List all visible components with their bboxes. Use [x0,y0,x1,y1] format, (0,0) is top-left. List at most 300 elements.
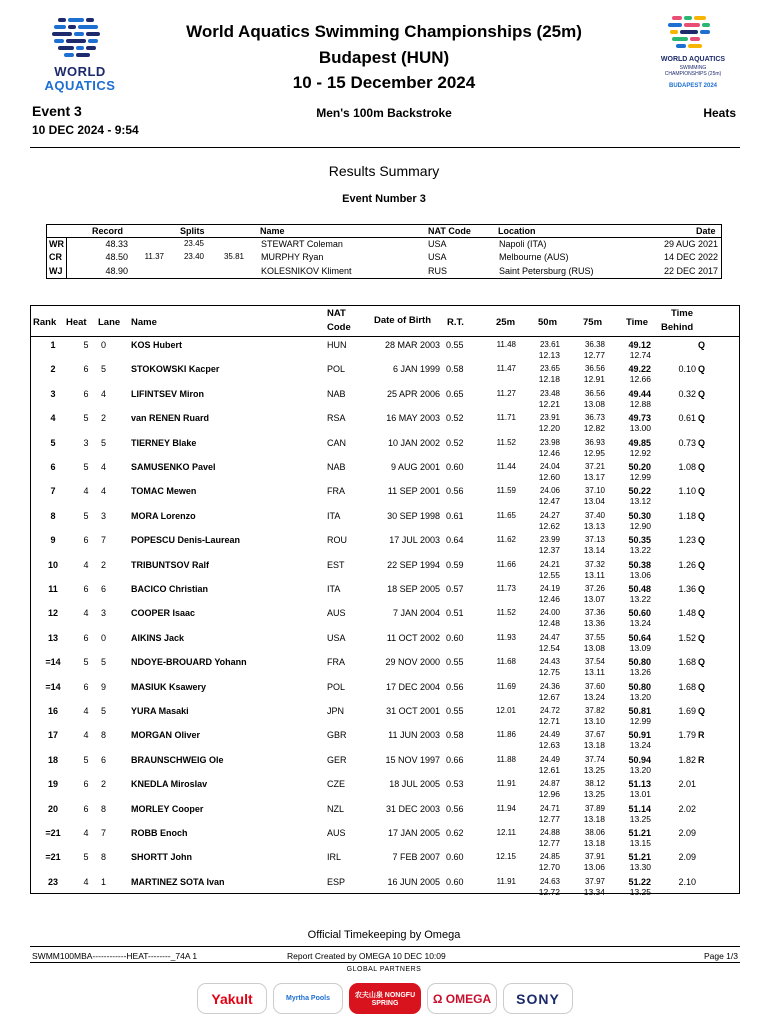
lane-cell: 5 [100,657,106,668]
split-50-cell: 24.36 [539,681,560,691]
sponsor-omega [427,983,497,1014]
footer-divider-bottom [30,962,740,963]
split-50-cell: 23.91 [539,413,560,423]
split-50-cell: 24.88 [539,828,560,837]
results-summary-title: Results Summary [328,163,440,179]
time-behind-cell: 1.10 [678,486,696,497]
heat-cell: 5 [83,510,89,521]
table-row [30,849,740,873]
dob-cell: 15 NOV 1997 [385,754,440,765]
rt-cell: 0.53 [446,779,464,790]
time-cell: 50.30 [628,510,651,521]
lane-cell: 5 [100,437,106,448]
sponsor-myrtha-label: Myrtha Pools [286,995,330,1002]
lane-cell: 5 [100,706,106,716]
diff-100-cell: 13.20 [629,764,651,775]
name-cell: MARTINEZ SOTA Ivan [131,876,225,887]
time-behind-cell: 1.48 [678,608,696,619]
event-number-label: Event Number 3 [342,193,426,205]
dob-cell: 16 MAY 2003 [386,413,440,424]
rt-cell: 0.55 [446,340,464,350]
nat-cell: FRA [327,486,345,497]
time-cell: 50.64 [628,632,651,643]
rt-cell: 0.58 [446,730,464,741]
qualification-cell: Q [698,632,706,643]
diff-75-cell: 13.17 [583,472,605,482]
diff-50-cell: 12.77 [538,813,560,824]
table-row [30,532,740,556]
split-50-cell: 23.99 [539,535,560,545]
diff-75-cell: 12.77 [583,350,605,360]
diff-75-cell: 13.11 [584,569,605,580]
dob-cell: 22 SEP 1994 [387,559,440,570]
rank-cell: 12 [47,608,58,619]
time-cell: 50.20 [628,462,651,472]
split-50-cell: 24.49 [539,754,560,764]
event-logo-line4: BUDAPEST 2024 [668,83,718,89]
heat-cell: 6 [83,364,89,375]
time-cell: 49.12 [628,340,651,350]
rt-cell: 0.56 [446,681,464,692]
split-75-cell: 37.32 [584,559,605,569]
diff-100-cell: 13.25 [629,886,651,897]
time-behind-cell: 1.68 [678,657,696,668]
nat-cell: RSA [327,413,346,424]
heat-cell: 5 [83,340,89,350]
nat-cell: POL [327,681,346,692]
diff-75-cell: 13.11 [584,667,605,678]
nat-cell: NAB [327,388,346,399]
heat-cell: 4 [83,559,89,570]
dob-cell: 17 DEC 2004 [385,681,440,692]
table-row [30,483,740,507]
diff-75-cell: 13.18 [583,740,605,751]
record-time: 48.90 [105,265,128,276]
time-cell: 50.91 [628,730,651,741]
split-50-cell: 24.63 [539,876,560,886]
championship-dates: 10 - 15 December 2024 [292,73,476,92]
header-25m: 25m [496,317,516,328]
heat-cell: 6 [83,535,89,546]
record-date: 29 AUG 2021 [663,239,718,249]
rt-cell: 0.60 [446,632,464,643]
nat-cell: HUN [327,340,347,350]
rt-cell: 0.58 [446,364,464,375]
table-row [30,727,740,751]
diff-100-cell: 13.09 [629,642,651,653]
rank-cell: 16 [47,706,58,716]
table-row [30,825,740,849]
time-behind-cell: 1.23 [678,535,696,546]
diff-100-cell: 12.99 [629,472,651,482]
time-behind-cell: 2.09 [678,828,696,838]
qualification-cell: Q [698,706,706,716]
rt-cell: 0.59 [446,559,464,570]
dob-cell: 16 JUN 2005 [387,876,440,887]
time-cell: 51.21 [628,852,651,863]
heat-cell: 4 [83,730,89,741]
split-25-cell: 11.94 [496,803,516,813]
table-row [30,459,740,483]
split-25-cell: 11.52 [496,437,516,447]
nat-cell: AUS [327,608,346,619]
rt-cell: 0.61 [446,510,464,521]
diff-75-cell: 13.04 [583,496,605,507]
nat-cell: GBR [327,730,347,741]
time-cell: 51.22 [628,876,651,887]
dob-cell: 10 JAN 2002 [387,437,440,448]
split-75-cell: 37.91 [584,852,605,862]
diff-75-cell: 13.06 [583,862,605,873]
table-row [30,630,740,654]
split-75-cell: 37.60 [584,681,605,691]
qualification-cell: Q [698,535,706,546]
rank-cell: =14 [45,681,61,692]
split-25-cell: 11.48 [496,340,516,349]
split-75-cell: 38.12 [584,779,605,789]
diff-75-cell: 12.82 [583,423,605,434]
sponsor-sony-label: SONY [516,990,560,1007]
heat-cell: 4 [83,608,89,619]
event-logo-line3: CHAMPIONSHIPS (25m) [664,71,722,77]
rt-cell: 0.55 [446,657,464,668]
heat-cell: 6 [83,779,89,790]
dob-cell: 11 SEP 2001 [387,486,440,497]
rank-cell: =14 [45,657,61,668]
rt-cell: 0.64 [446,535,464,546]
qualification-cell: Q [698,462,706,472]
split-25-cell: 11.73 [496,584,516,593]
time-cell: 50.80 [628,681,651,692]
lane-cell: 5 [100,364,106,375]
diff-100-cell: 13.25 [629,813,651,824]
nat-cell: ROU [327,535,347,546]
heat-cell: 6 [83,681,89,692]
split-50-cell: 23.65 [539,364,560,374]
heat-cell: 5 [83,852,89,863]
split-50-cell: 24.85 [539,852,560,862]
record-type: CR [49,252,62,263]
rt-cell: 0.62 [446,828,464,838]
diff-75-cell: 12.91 [583,374,605,385]
header-behind-line1: Time [671,308,694,319]
header-heat: Heat [66,317,87,328]
qualification-cell: Q [698,364,706,375]
qualification-cell: Q [698,510,706,521]
split-50-cell: 24.71 [539,803,560,813]
diff-50-cell: 12.61 [538,764,560,775]
time-behind-cell: 1.36 [678,584,696,594]
split-50-cell: 24.19 [539,584,560,593]
event-phase: Heats [703,106,736,120]
split-75-cell: 37.36 [584,608,605,618]
table-row [30,801,740,825]
time-behind-cell: 1.08 [678,462,696,472]
table-row [30,581,740,605]
name-cell: LIFINTSEV Miron [131,388,204,399]
time-cell: 50.35 [628,535,651,546]
diff-50-cell: 12.63 [538,740,560,751]
heat-cell: 4 [83,828,89,838]
split-75-cell: 37.55 [584,632,605,642]
doc-code: SWMM100MBA------------HEAT--------_74A 1 [32,951,198,961]
rank-cell: 23 [47,876,58,887]
diff-50-cell: 12.67 [538,691,560,702]
lane-cell: 3 [100,510,106,521]
name-cell: ROBB Enoch [131,828,188,838]
time-behind-cell: 2.02 [678,803,696,814]
rt-cell: 0.60 [446,876,464,887]
record-type: WR [49,239,64,249]
time-behind-cell: 2.10 [678,876,696,887]
heat-cell: 6 [83,803,89,814]
time-cell: 50.38 [628,559,651,570]
diff-50-cell: 12.18 [538,374,560,385]
dob-cell: 18 JUL 2005 [389,779,440,790]
split-50-cell: 23.48 [539,388,560,398]
diff-75-cell: 13.24 [583,691,605,702]
diff-50-cell: 12.20 [538,423,560,434]
time-cell: 49.44 [628,388,651,399]
table-row [30,435,740,459]
split-75-cell: 38.06 [584,828,605,837]
time-behind-cell: 0.73 [678,437,696,448]
time-cell: 50.81 [628,706,651,716]
sponsor-yakult-label: Yakult [211,990,253,1007]
dob-cell: 25 APR 2006 [386,388,440,399]
record-split-3: 35.81 [223,252,244,262]
time-cell: 51.21 [628,828,651,838]
name-cell: STOKOWSKI Kacper [131,364,220,375]
diff-75-cell: 13.08 [583,642,605,653]
dob-cell: 17 JUL 2003 [389,535,440,546]
split-50-cell: 24.49 [539,730,560,740]
split-50-cell: 24.43 [539,657,560,667]
name-cell: POPESCU Denis-Laurean [131,535,241,546]
diff-75-cell: 13.25 [583,764,605,775]
global-partners-label: GLOBAL PARTNERS [346,966,422,973]
dob-cell: 9 AUG 2001 [390,462,440,472]
rank-cell: 19 [47,779,58,790]
lane-cell: 8 [100,852,106,863]
diff-50-cell: 12.54 [538,642,560,653]
split-75-cell: 37.26 [584,584,605,593]
header-lane: Lane [98,317,121,328]
record-time: 48.50 [105,252,128,263]
time-cell: 50.60 [628,608,651,619]
nat-cell: IRL [327,852,342,863]
qualification-cell: Q [698,388,706,399]
event-name: Men's 100m Backstroke [316,106,452,120]
name-cell: BRAUNSCHWEIG Ole [131,754,224,765]
diff-100-cell: 12.88 [629,398,651,409]
qualification-cell: Q [698,340,706,350]
name-cell: MORA Lorenzo [131,510,196,521]
split-25-cell: 11.91 [496,876,516,886]
rank-cell: 4 [50,413,56,424]
diff-50-cell: 12.77 [538,838,560,848]
org-logo-line2: AQUATICS [44,78,116,93]
split-75-cell: 36.56 [584,388,605,398]
nat-cell: FRA [327,657,345,668]
time-behind-cell: 1.68 [678,681,696,692]
qualification-cell: Q [698,437,706,448]
rank-cell: 5 [50,437,56,448]
diff-100-cell: 12.99 [629,716,651,726]
name-cell: van RENEN Ruard [131,413,210,424]
dob-cell: 29 NOV 2000 [385,657,440,668]
qualification-cell: Q [698,657,706,668]
name-cell: KOS Hubert [131,340,183,350]
diff-100-cell: 12.90 [629,520,651,531]
diff-75-cell: 13.14 [583,545,605,556]
dob-cell: 28 MAR 2003 [384,340,440,350]
qualification-cell: Q [698,681,706,692]
split-75-cell: 36.73 [584,413,605,423]
record-location: Saint Petersburg (RUS) [499,265,594,276]
table-row [30,703,740,727]
time-behind-cell: 2.01 [678,779,696,790]
time-behind-cell: 1.79 [678,730,696,741]
heat-cell: 6 [83,584,89,594]
split-50-cell: 24.00 [539,608,560,618]
diff-100-cell: 13.24 [629,618,651,629]
time-cell: 50.22 [628,486,651,497]
lane-cell: 4 [100,388,106,399]
rank-cell: 10 [47,559,58,570]
qualification-cell: R [698,754,705,765]
diff-50-cell: 12.55 [538,569,560,580]
diff-75-cell: 13.36 [583,618,605,629]
split-25-cell: 11.71 [496,413,516,423]
event-number: Event 3 [32,103,82,119]
lane-cell: 1 [100,876,106,887]
diff-75-cell: 13.10 [583,716,605,726]
split-50-cell: 24.06 [539,486,560,496]
time-behind-cell: 2.09 [678,852,696,863]
time-cell: 51.13 [628,779,651,790]
name-cell: YURA Masaki [131,706,189,716]
split-25-cell: 12.11 [496,828,516,837]
split-75-cell: 37.40 [584,510,605,520]
record-split-1: 11.37 [144,252,164,262]
table-row [30,605,740,629]
heat-cell: 5 [83,413,89,424]
diff-100-cell: 12.74 [629,350,651,360]
diff-75-cell: 13.07 [583,594,605,604]
record-nat: RUS [428,265,448,276]
record-split-2: 23.45 [183,239,204,248]
diff-75-cell: 13.25 [583,789,605,800]
heat-cell: 4 [83,706,89,716]
rt-cell: 0.52 [446,413,464,424]
diff-100-cell: 12.92 [629,447,651,458]
dob-cell: 11 OCT 2002 [386,632,440,643]
nat-cell: ITA [327,584,341,594]
sponsor-yakult [197,983,267,1014]
time-behind-cell: 0.10 [678,364,696,375]
lane-cell: 0 [100,632,106,643]
split-75-cell: 37.97 [584,876,605,886]
rank-cell: 11 [48,584,58,594]
record-time: 48.33 [105,239,128,249]
sponsor-myrtha [273,983,343,1014]
lane-cell: 0 [100,340,106,350]
name-cell: MASIUK Ksawery [131,681,207,692]
records-header-nat: NAT Code [428,226,471,236]
lane-cell: 2 [100,559,106,570]
lane-cell: 3 [100,608,106,619]
rt-cell: 0.55 [446,706,464,716]
event-logo-line2: SWIMMING [679,65,707,71]
footer-divider-top [30,946,740,947]
table-row [30,654,740,678]
heat-cell: 5 [83,462,89,472]
time-cell: 51.14 [628,803,651,814]
split-50-cell: 24.04 [539,462,560,471]
qualification-cell: Q [698,559,706,570]
records-header-location: Location [498,226,536,236]
header-rt: R.T. [447,317,464,328]
time-cell: 50.94 [628,754,651,765]
rank-cell: 2 [50,364,56,375]
name-cell: MORLEY Cooper [131,803,204,814]
diff-50-cell: 12.37 [538,545,560,556]
nat-cell: JPN [327,706,345,716]
diff-100-cell: 13.22 [629,594,651,604]
dob-cell: 7 JAN 2004 [392,608,440,619]
diff-100-cell: 13.01 [629,789,651,800]
split-75-cell: 37.82 [584,706,605,715]
dob-cell: 18 SEP 2005 [387,584,440,594]
record-split-2: 23.40 [183,252,204,262]
split-50-cell: 23.98 [539,437,560,447]
header-behind-line2: Behind [661,322,694,333]
diff-75-cell: 13.18 [583,838,605,848]
records-header-date: Date [696,226,716,236]
name-cell: SHORTT John [131,852,192,863]
diff-50-cell: 12.70 [538,862,560,873]
diff-100-cell: 13.20 [629,691,651,702]
diff-50-cell: 12.47 [538,496,560,507]
report-created: Report Created by OMEGA 10 DEC 10:09 [287,951,446,961]
lane-cell: 7 [100,828,106,838]
rank-cell: 17 [47,730,58,741]
heat-cell: 4 [83,486,89,497]
time-behind-cell: 1.18 [678,510,696,521]
split-50-cell: 24.21 [539,559,560,569]
split-50-cell: 23.61 [539,340,560,349]
split-50-cell: 24.27 [539,510,560,520]
diff-75-cell: 13.18 [583,813,605,824]
time-behind-cell: 0.32 [678,388,696,399]
time-cell: 49.22 [628,364,651,375]
table-row [30,337,740,361]
nat-cell: NZL [327,803,345,814]
time-behind-cell: 1.52 [678,632,696,643]
qualification-cell: Q [698,584,706,594]
nat-cell: EST [327,559,345,570]
qualification-cell: Q [698,486,706,497]
records-header-splits: Splits [180,226,205,236]
time-cell: 50.48 [628,584,651,594]
championship-title: World Aquatics Swimming Championships (25m) [186,22,582,41]
nat-cell: AUS [327,828,346,838]
split-25-cell: 11.86 [496,730,516,740]
diff-100-cell: 13.15 [629,838,651,848]
time-behind-cell: 1.26 [678,559,696,570]
split-25-cell: 11.62 [496,535,516,545]
